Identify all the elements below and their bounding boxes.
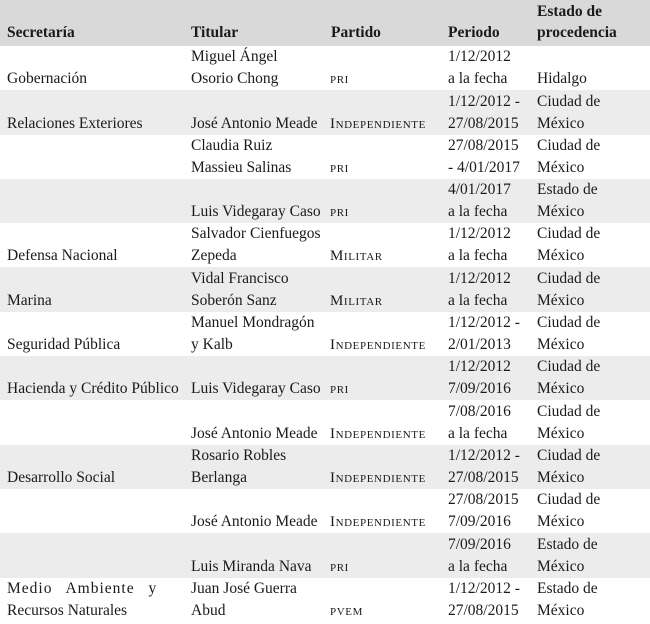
cell-estado-line: México — [537, 291, 585, 309]
cell-secretaria — [0, 223, 185, 267]
cell-periodo-line: 7/09/2016 — [448, 513, 511, 531]
cell-periodo-line: 7/09/2016 — [448, 380, 511, 398]
cell-periodo-line: 7/09/2016 — [448, 535, 511, 553]
cell-titular-line: Soberón Sanz — [191, 291, 277, 309]
cell-estado — [531, 445, 650, 489]
cell-periodo — [442, 489, 531, 533]
cell-periodo — [442, 445, 531, 489]
cell-periodo-line: 1/12/2012 — [448, 358, 511, 376]
cell-periodo — [442, 46, 531, 90]
cell-secretaria — [0, 489, 185, 533]
cell-titular-line: Vidal Francisco — [191, 269, 289, 287]
cell-partido: pri — [330, 381, 349, 398]
cell-estado — [531, 223, 650, 267]
cell-secretaria-line: Recursos Naturales — [7, 601, 128, 619]
cell-secretaria-line: Defensa Nacional — [7, 247, 118, 265]
cell-estado — [531, 267, 650, 311]
cell-titular — [185, 578, 325, 622]
cell-estado-line: Ciudad de — [537, 225, 601, 243]
cell-titular-line: Miguel Ángel — [191, 48, 278, 66]
cell-secretaria-line: Gobernación — [7, 70, 88, 88]
cell-estado-line: México — [537, 468, 585, 486]
cell-periodo — [442, 267, 531, 311]
cell-estado-line: Estado de — [537, 579, 598, 597]
cell-titular-line: Berlanga — [191, 468, 247, 486]
cell-estado — [531, 135, 650, 179]
cell-estado — [531, 400, 650, 444]
cell-partido: pri — [330, 159, 349, 176]
cell-periodo — [442, 179, 531, 223]
cell-partido: Independiente — [330, 425, 426, 442]
cell-estado — [531, 578, 650, 622]
cell-titular-line: Luis Videgaray Caso — [191, 380, 321, 398]
table-row — [0, 46, 650, 90]
header-partido: Partido — [331, 24, 381, 41]
table-row — [0, 445, 650, 489]
cell-secretaria — [0, 179, 185, 223]
cell-partido: pri — [330, 204, 349, 221]
cell-titular — [185, 400, 325, 444]
cell-periodo-line: 1/12/2012 — [448, 269, 511, 287]
cell-periodo-line: - 4/01/2017 — [448, 158, 520, 176]
cell-estado-line: México — [537, 380, 585, 398]
cell-partido: Militar — [330, 248, 383, 265]
cell-secretaria-line: Desarrollo Social — [7, 468, 116, 486]
cell-secretaria — [0, 46, 185, 90]
cell-periodo-line: a la fecha — [448, 291, 508, 309]
cell-titular — [185, 356, 325, 400]
cell-titular — [185, 312, 325, 356]
cell-periodo-line: a la fecha — [448, 203, 508, 221]
cell-estado-line: Ciudad de — [537, 314, 601, 332]
cell-estado-line: Ciudad de — [537, 446, 601, 464]
cell-periodo-line: 1/12/2012 - — [448, 579, 520, 597]
cell-estado-line: Ciudad de — [537, 92, 601, 110]
cell-titular — [185, 46, 325, 90]
table-row — [0, 179, 650, 223]
cell-titular-line: Manuel Mondragón — [191, 314, 315, 332]
cell-titular — [185, 90, 325, 134]
cell-estado-line: Ciudad de — [537, 491, 601, 509]
cell-periodo — [442, 356, 531, 400]
cell-secretaria — [0, 90, 185, 134]
cell-estado — [531, 533, 650, 577]
table-row — [0, 90, 650, 134]
cell-secretaria-line: Relaciones Exteriores — [7, 114, 143, 132]
cell-estado-line: México — [537, 203, 585, 221]
cell-periodo-line: 27/08/2015 — [448, 136, 519, 154]
cell-estado-line: Ciudad de — [537, 402, 601, 420]
cell-periodo-line: 4/01/2017 — [448, 181, 511, 199]
cell-periodo-line: 1/12/2012 — [448, 225, 511, 243]
cell-estado-line: Ciudad de — [537, 358, 601, 376]
cell-secretaria — [0, 533, 185, 577]
cell-titular-line: Zepeda — [191, 247, 237, 265]
cell-estado-line: Estado de — [537, 181, 598, 199]
cell-secretaria — [0, 356, 185, 400]
cell-titular-line: Luis Miranda Nava — [191, 557, 312, 575]
cell-partido: pvem — [330, 602, 363, 619]
cell-titular — [185, 267, 325, 311]
cell-partido: Independiente — [330, 514, 426, 531]
cell-periodo — [442, 135, 531, 179]
cell-secretaria-line: Marina — [7, 291, 52, 309]
table-row — [0, 400, 650, 444]
header-row — [0, 0, 650, 46]
cell-estado — [531, 90, 650, 134]
table-row — [0, 356, 650, 400]
cell-partido: pri — [330, 558, 349, 575]
header-periodo: Periodo — [448, 24, 500, 41]
cell-partido: pri — [330, 71, 349, 88]
cell-titular-line: Juan José Guerra — [191, 579, 297, 597]
cell-estado-line: México — [537, 114, 585, 132]
cell-estado-line: México — [537, 424, 585, 442]
cell-titular-line: José Antonio Meade — [191, 114, 318, 132]
table-row — [0, 267, 650, 311]
cell-periodo — [442, 223, 531, 267]
cell-titular-line: Osorio Chong — [191, 70, 279, 88]
cell-estado-line: México — [537, 336, 585, 354]
cell-titular-line: Luis Videgaray Caso — [191, 203, 321, 221]
header-titular: Titular — [191, 24, 239, 41]
header-secretaria: Secretaría — [7, 24, 75, 41]
cell-titular-line: Claudia Ruiz — [191, 136, 273, 154]
table-row — [0, 223, 650, 267]
header-estado-line1: Estado de — [537, 3, 603, 20]
cell-titular — [185, 135, 325, 179]
cell-estado-line: Ciudad de — [537, 136, 601, 154]
cell-partido: Independiente — [330, 469, 426, 486]
cell-estado — [531, 489, 650, 533]
cell-secretaria-line: Medio Ambiente y — [7, 579, 158, 597]
header-estado — [531, 0, 650, 46]
cell-estado — [531, 312, 650, 356]
cell-titular-line: José Antonio Meade — [191, 424, 318, 442]
cell-secretaria — [0, 445, 185, 489]
cell-estado-line: Hidalgo — [537, 70, 587, 88]
cell-periodo-line: 1/12/2012 - — [448, 446, 520, 464]
cell-periodo — [442, 90, 531, 134]
cell-titular-line: Rosario Robles — [191, 446, 287, 464]
cell-estado-line: Ciudad de — [537, 269, 601, 287]
cell-titular — [185, 179, 325, 223]
cell-periodo-line: 27/08/2015 — [448, 601, 519, 619]
cell-partido: Militar — [330, 292, 383, 309]
cell-estado-line: México — [537, 158, 585, 176]
cell-periodo-line: a la fecha — [448, 70, 508, 88]
cell-periodo — [442, 400, 531, 444]
cell-titular — [185, 533, 325, 577]
cell-periodo-line: 27/08/2015 — [448, 114, 519, 132]
cell-periodo-line: a la fecha — [448, 247, 508, 265]
cell-secretaria — [0, 267, 185, 311]
cell-secretaria — [0, 312, 185, 356]
cell-periodo — [442, 533, 531, 577]
cell-secretaria-line: Seguridad Pública — [7, 336, 121, 354]
cell-secretaria — [0, 578, 185, 622]
cell-estado-line: México — [537, 557, 585, 575]
cell-secretaria — [0, 400, 185, 444]
cell-titular — [185, 489, 325, 533]
cell-secretaria-line: Hacienda y Crédito Público — [7, 380, 179, 398]
cell-periodo — [442, 312, 531, 356]
cell-titular-line: José Antonio Meade — [191, 513, 318, 531]
cell-estado — [531, 46, 650, 90]
cell-periodo-line: 1/12/2012 - — [448, 314, 520, 332]
cell-periodo-line: 27/08/2015 — [448, 468, 519, 486]
cell-estado — [531, 356, 650, 400]
cell-periodo-line: a la fecha — [448, 424, 508, 442]
cell-partido: Independiente — [330, 337, 426, 354]
table-row — [0, 312, 650, 356]
table-row — [0, 135, 650, 179]
cell-titular — [185, 223, 325, 267]
table-row — [0, 578, 650, 622]
table-row — [0, 489, 650, 533]
cell-estado — [531, 179, 650, 223]
cell-titular-line: y Kalb — [191, 336, 233, 354]
table-row — [0, 533, 650, 577]
cell-periodo-line: 2/01/2013 — [448, 336, 511, 354]
cell-partido: Independiente — [330, 115, 426, 132]
cell-titular — [185, 445, 325, 489]
cell-estado-line: México — [537, 513, 585, 531]
cell-estado-line: Estado de — [537, 535, 598, 553]
cell-titular-line: Abud — [191, 601, 226, 619]
header-estado-line2: procedencia — [537, 24, 617, 41]
cell-estado-line: México — [537, 601, 585, 619]
cell-periodo-line: a la fecha — [448, 557, 508, 575]
cell-periodo-line: 1/12/2012 - — [448, 92, 520, 110]
cell-periodo — [442, 578, 531, 622]
cell-periodo-line: 27/08/2015 — [448, 491, 519, 509]
cell-estado-line: México — [537, 247, 585, 265]
cell-titular-line: Massieu Salinas — [191, 158, 292, 176]
cell-secretaria — [0, 135, 185, 179]
cell-titular-line: Salvador Cienfuegos — [191, 225, 321, 243]
cell-periodo-line: 1/12/2012 — [448, 48, 511, 66]
cell-periodo-line: 7/08/2016 — [448, 402, 511, 420]
